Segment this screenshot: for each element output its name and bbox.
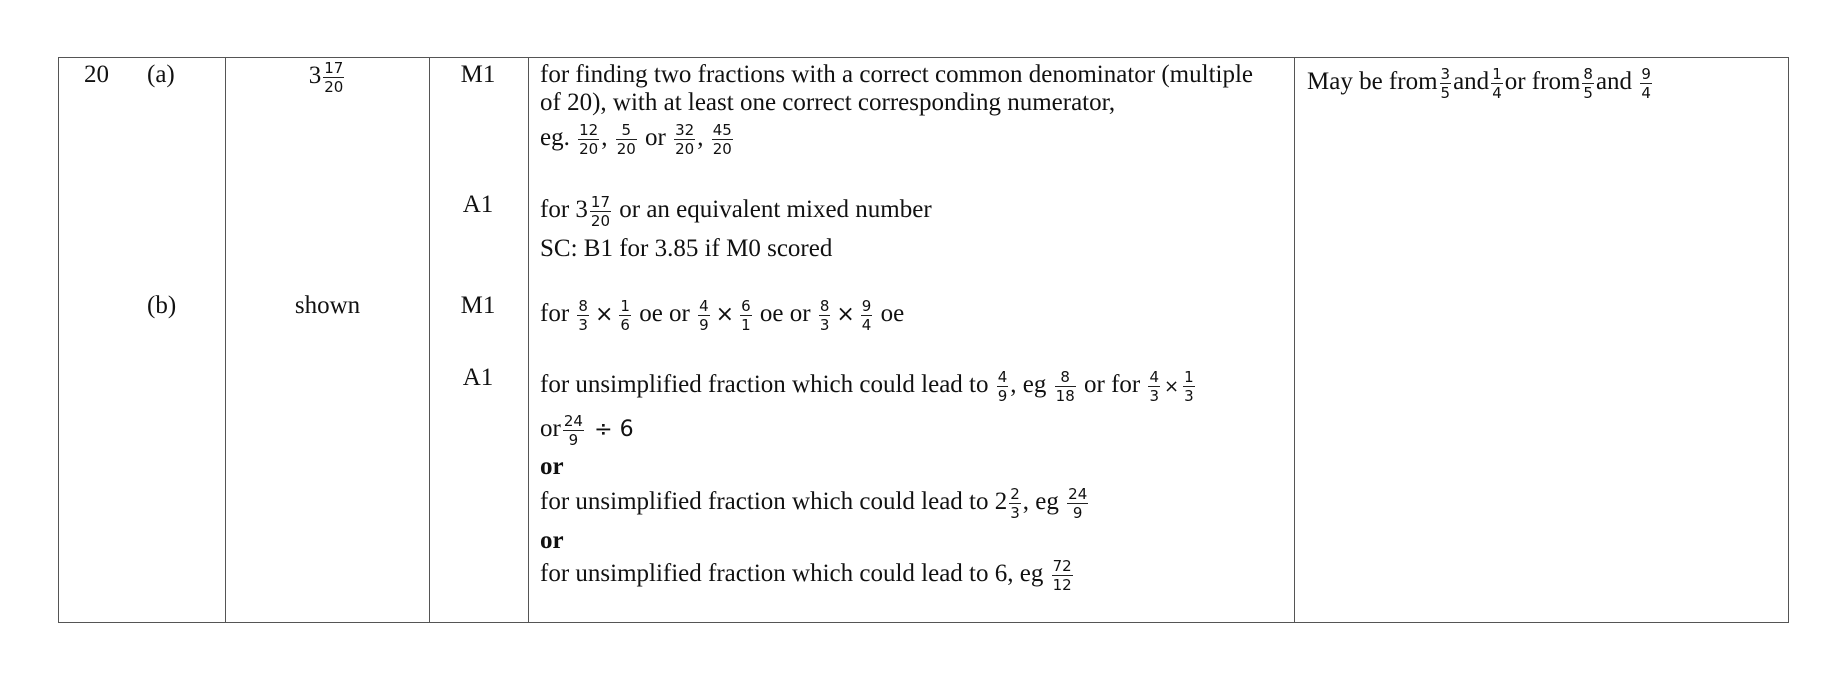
additional-guidance: May be from $\frac{3}{5}$ and $\frac{1}{4}$ or from $\frac{8}{5}$ and $\frac{9}{4}$ <box>1307 65 1651 102</box>
fraction: $\frac{6}{1}$ <box>741 297 751 334</box>
fraction: $\frac{4}{9}$ <box>997 368 1008 405</box>
answer-b: shown <box>294 292 361 319</box>
fraction: $\frac{12}{20}$ <box>579 121 599 158</box>
note-b-a1-line2: or $\frac{24}{9}$ ÷ 6 <box>540 412 634 449</box>
note-b-m1: for $\frac{8}{3}$ × $\frac{1}{6}$ oe or $\frac{4}{9}$ × $\frac{6}{1}$ oe or $\frac{8}{3}$ × $\frac{9}{4}$ oe <box>540 297 905 334</box>
column-divider <box>429 58 430 622</box>
note-a-m1-line1: for finding two fractions with a correct common denominator (multiple <box>540 61 1254 88</box>
fraction: $\frac{8}{3}$ <box>819 297 830 334</box>
mark-a1-b: A1 <box>462 364 494 391</box>
fraction: $\frac{45}{20}$ <box>712 121 732 158</box>
fraction: $\frac{8}{18}$ <box>1055 368 1075 405</box>
note-b-a1-line3: for unsimplified fraction which could lead to 2 $\frac{2}{3}$ , eg $\frac{24}{9}$ <box>540 485 1088 522</box>
answer-a-whole: 3 <box>308 62 322 90</box>
fraction: $\frac{4}{9}$ <box>699 297 709 334</box>
fraction: $\frac{1}{6}$ <box>620 297 630 334</box>
note-b-a1-or-1: or <box>540 453 564 480</box>
column-divider <box>225 58 226 622</box>
column-divider <box>1294 58 1295 622</box>
note-a-a1-line1: for 3 $\frac{17}{20}$ or an equivalent mixed number <box>540 193 932 230</box>
note-b-a1-line4: for unsimplified fraction which could lead to 6, eg $\frac{72}{12}$ <box>540 557 1072 594</box>
part-a-label: (a) <box>147 61 175 88</box>
fraction: $\frac{2}{3}$ <box>1010 485 1020 522</box>
fraction: $\frac{24}{9}$ <box>1068 485 1088 522</box>
question-number: 20 <box>84 61 109 88</box>
mark-a1-a: A1 <box>462 191 494 218</box>
fraction: $\frac{1}{4}$ <box>1492 65 1502 102</box>
fraction: $\frac{8}{5}$ <box>1583 65 1593 102</box>
fraction: $\frac{9}{4}$ <box>1641 65 1651 102</box>
note-a-a1-sc: SC: B1 for 3.85 if M0 scored <box>540 235 833 262</box>
fraction: $\frac{1}{3}$ <box>1184 368 1194 405</box>
part-b-label: (b) <box>147 292 177 319</box>
fraction: $\frac{4}{3}$ <box>1149 368 1160 405</box>
mark-scheme-table <box>58 57 1789 623</box>
mark-m1-a: M1 <box>460 61 496 88</box>
note-a-m1-examples: eg. $\frac{12}{20}$ , $\frac{5}{20}$ or $\frac{32}{20}$ , $\frac{45}{20}$ <box>540 121 732 158</box>
fraction: $\frac{24}{9}$ <box>563 412 583 449</box>
answer-a <box>226 60 429 95</box>
fraction: $\frac{9}{4}$ <box>861 297 872 334</box>
fraction: $\frac{3}{5}$ <box>1440 65 1451 102</box>
fraction: $\frac{32}{20}$ <box>675 121 695 158</box>
fraction: $\frac{5}{20}$ <box>616 121 636 158</box>
answer-a-fraction: $\frac{17}{20}$ <box>324 59 344 96</box>
note-b-a1-or-2: or <box>540 527 564 554</box>
fraction: $\frac{8}{3}$ <box>578 297 588 334</box>
fraction: $\frac{17}{20}$ <box>590 193 610 230</box>
mark-m1-b: M1 <box>460 292 496 319</box>
column-divider <box>528 58 529 622</box>
note-b-a1-line1: for unsimplified fraction which could lead to $\frac{4}{9}$ , eg $\frac{8}{18}$ or for $\frac{4}{3}$ × $\frac{1}{3}$ <box>540 368 1194 405</box>
note-a-m1-line2: of 20), with at least one correct corresponding numerator, <box>540 89 1116 116</box>
fraction: $\frac{72}{12}$ <box>1052 557 1072 594</box>
